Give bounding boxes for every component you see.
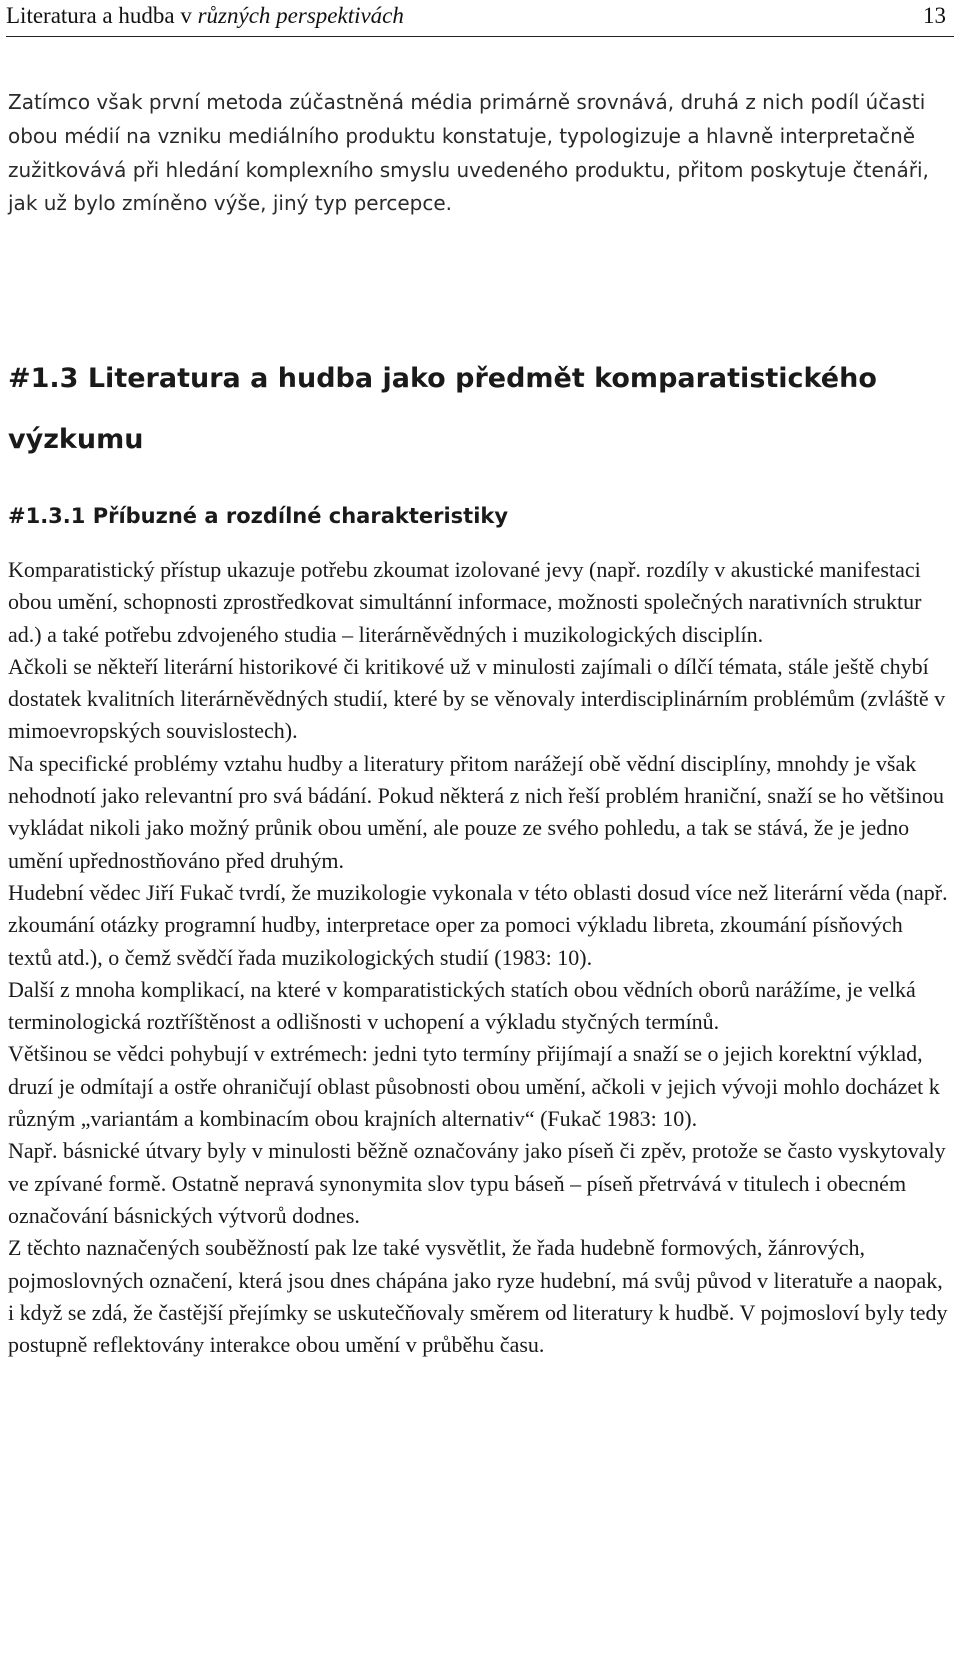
running-header-title-plain: Literatura a hudba v <box>6 3 198 28</box>
body-text <box>8 554 948 1361</box>
page-number: 13 <box>923 3 946 28</box>
paragraph: Z těchto naznačených souběžností pak lze také vysvětlit, že řada hudebně formových, žánrových, pojmoslovných označení, která jsou dnes chápána jako ryze hudební, má svůj původ v literatuře a naopak, i když se zdá, že častější přejímky se uskutečňovaly směrem od literatury k hudbě. V pojmosloví byly tedy postupně reflektovány interakce obou umění v průběhu času. <box>8 1235 948 1358</box>
paragraph: Komparatistický přístup ukazuje potřebu zkoumat izolované jevy (např. rozdíly v akustické manifestaci obou umění, schopnosti zprostředkovat simultánní informace, možnosti společných narativních struktur ad.) a také potřebu zdvojeného studia – literárněvědných i muzikologických disciplín. <box>8 557 922 647</box>
paragraph: Většinou se vědci pohybují v extrémech: jedni tyto termíny přijímají a snaží se o jejich korektní výklad, druzí je odmítají a ostře ohraničují oblast působnosti obou umění, ačkoli v jejich vývoji mohlo docházet k různým „variantám a kombinacím obou krajních alternativ“ (Fukač 1983: 10). <box>8 1041 940 1132</box>
paragraph: Hudební vědec Jiří Fukač tvrdí, že muzikologie vykonala v této oblasti dosud více než literární věda (např. zkoumání otázky programní hudby, interpretace oper za pomoci výkladu libreta, zkoumání písňových textů atd.), o čemž svědčí řada muzikologických studií (1983: 10). <box>8 879 948 970</box>
paragraph: Na specifické problémy vztahu hudby a literatury přitom narážejí obě vědní disciplíny, mnohdy je však nehodnotí jako relevantní pro svá bádání. Pokud některá z nich řeší problém hraniční, snaží se ho většinou vykládat nikoli jako možný průnik obou umění, ale pouze ze svého pohledu, a tak se stává, že je jedno umění upřednostňováno před druhým. <box>8 750 944 873</box>
subsection-heading: #1.3.1 Příbuzné a rozdílné charakteristiky <box>8 504 509 528</box>
running-header <box>6 0 954 37</box>
paragraph: Ačkoli se někteří literární historikové či kritikové už v minulosti zajímali o dílčí témata, stále ještě chybí dostatek kvalitních literárněvědných studií, které by se věnovaly interdisciplinárním problémům (zvláště v mimoevropských souvislostech). <box>8 653 946 744</box>
intro-paragraph: Zatímco však první metoda zúčastněná média primárně srovnává, druhá z nich podíl účasti obou médií na vzniku mediálního produktu konstatuje, typologizuje a hlavně interpretačně zužitkovává při hledání komplexního smyslu uvedeného produktu, přitom poskytuje čtenáři, jak už bylo zmíněno výše, jiný typ percepce. <box>8 90 929 216</box>
section-heading: #1.3 Literatura a hudba jako předmět komparatistického výzkumu <box>8 363 877 455</box>
running-header-title-italic: různých perspektivách <box>197 3 404 28</box>
paragraph: Další z mnoha komplikací, na které v komparatistických statích obou vědních oborů narážíme, je velká terminologická roztříštěnost a odlišnosti v uchopení a výkladu styčných termínů. <box>8 976 916 1035</box>
paragraph: Např. básnické útvary byly v minulosti běžně označovány jako píseň či zpěv, protože se často vyskytovaly ve zpívané formě. Ostatně nepravá synonymita slov typu báseň – píseň přetrvává v titulech i obecném označování básnických výtvorů dodnes. <box>8 1138 946 1228</box>
running-header-title <box>6 0 404 32</box>
